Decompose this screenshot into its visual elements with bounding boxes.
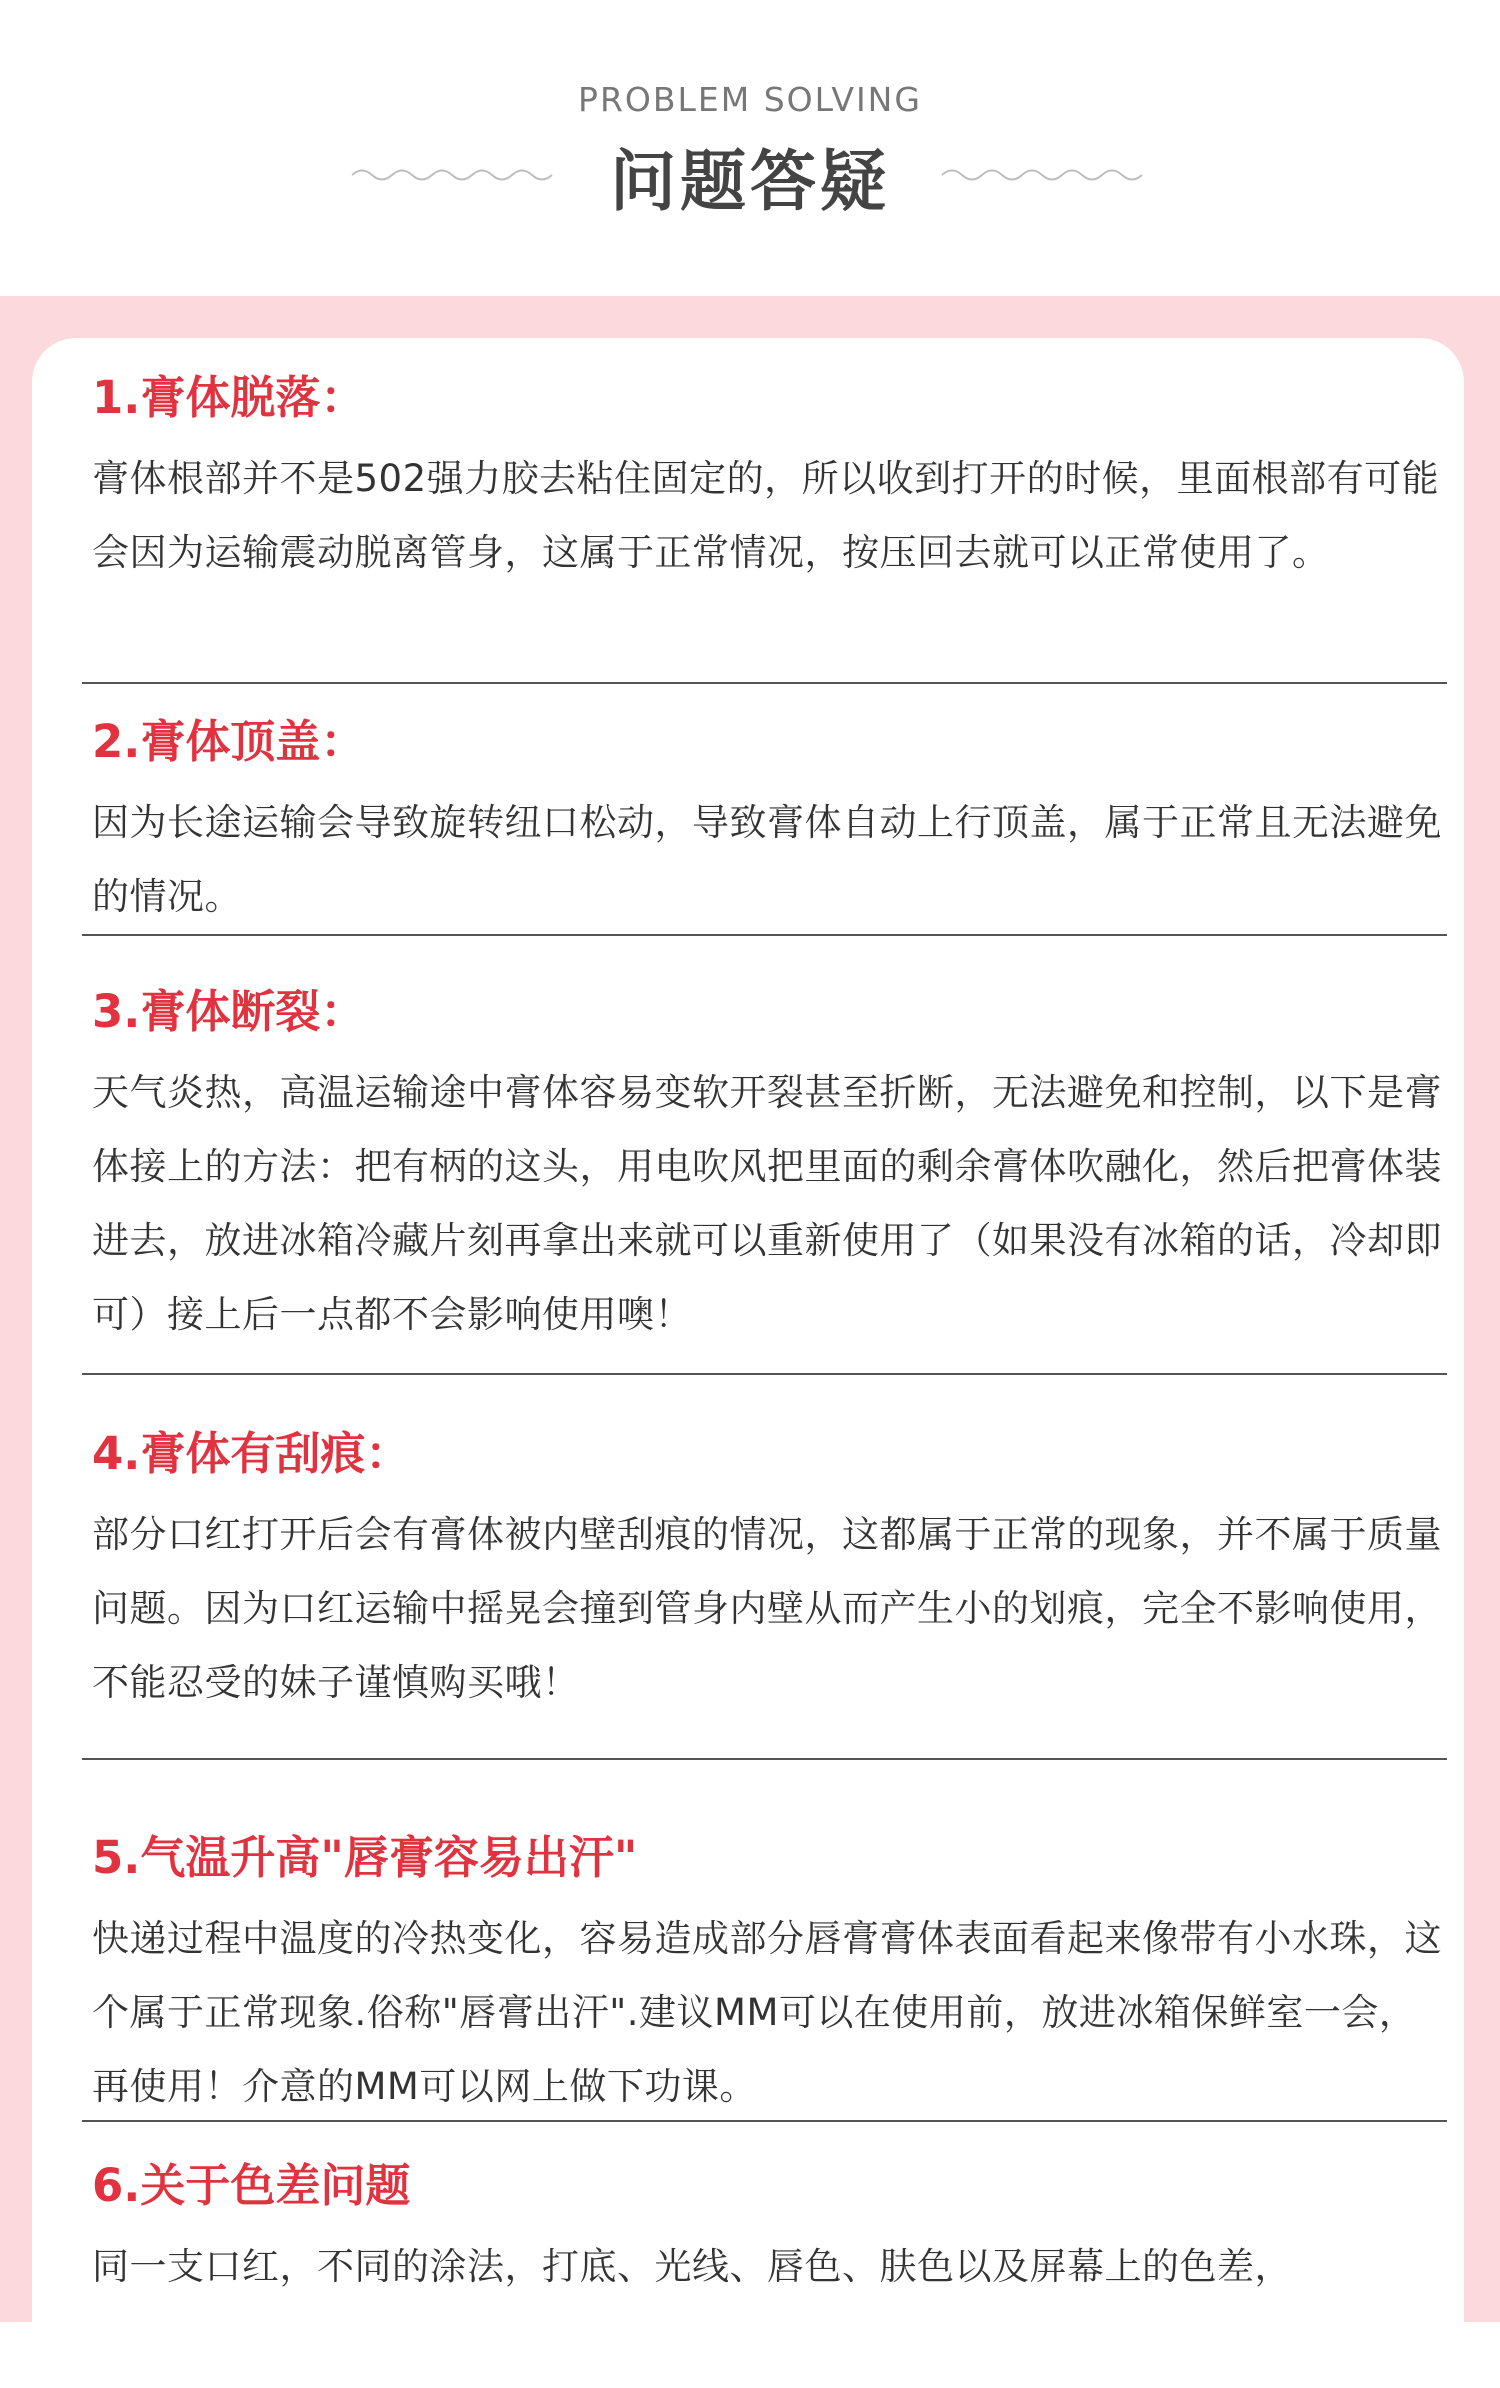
faq-question-1: 1.膏体脱落： [92, 371, 366, 424]
faq-answer-1: 膏体根部并不是502强力胶去粘住固定的，所以收到打开的时候，里面根部有可能会因为运输震动脱离管身，这属于正常情况，按压回去就可以正常使用了。 [92, 457, 1440, 574]
faq-answer-4: 部分口红打开后会有膏体被内壁刮痕的情况，这都属于正常的现象，并不属于质量问题。因为口红运输中摇晃会撞到管身内壁从而产生小的划痕，完全不影响使用，不能忍受的妹子谨慎购买哦！ [92, 1513, 1442, 1704]
faq-answer-3: 天气炎热，高温运输途中膏体容易变软开裂甚至折断，无法避免和控制，以下是膏体接上的方法：把有柄的这头，用电吹风把里面的剩余膏体吹融化，然后把膏体装进去，放进冰箱冷藏片刻再拿出来就可以重新使用了（如果没有冰箱的话，冷却即可）接上后一点都不会影响使用噢！ [92, 1071, 1442, 1336]
faq-item-6 [92, 2156, 1452, 2304]
faq-item-1 [92, 368, 1452, 590]
faq-question-3: 3.膏体断裂： [92, 985, 366, 1038]
faq-item-4 [92, 1424, 1452, 1720]
faq-answer-5: 快递过程中温度的冷热变化，容易造成部分唇膏膏体表面看起来像带有小水珠，这个属于正常现象.俗称"唇膏出汗".建议MM可以在使用前，放进冰箱保鲜室一会，再使用！介意的MM可以网上做下功课。 [92, 1917, 1442, 2108]
page-title: 问题答疑 [610, 142, 890, 220]
faq-question-4: 4.膏体有刮痕： [92, 1427, 411, 1480]
faq-answer-2: 因为长途运输会导致旋转纽口松动，导致膏体自动上行顶盖，属于正常且无法避免的情况。 [92, 801, 1442, 918]
faq-question-2: 2.膏体顶盖： [92, 715, 366, 768]
faq-answer-6: 同一支口红，不同的涂法，打底、光线、唇色、肤色以及屏幕上的色差， [92, 2245, 1292, 2288]
faq-question-5: 5.气温升高"唇膏容易出汗" [92, 1831, 638, 1884]
page-header [0, 0, 1500, 296]
faq-card [32, 338, 1464, 2388]
divider [82, 1373, 1447, 1375]
faq-item-3 [92, 982, 1452, 1352]
faq-item-2 [92, 712, 1452, 934]
faq-question-6: 6.关于色差问题 [92, 2159, 411, 2212]
left-wave-ornament-icon [350, 163, 560, 187]
divider [82, 682, 1447, 684]
divider [82, 1758, 1447, 1760]
faq-item-5 [92, 1828, 1452, 2124]
right-wave-ornament-icon [940, 163, 1150, 187]
divider [82, 934, 1447, 936]
header-subtitle: PROBLEM SOLVING [578, 80, 922, 119]
header-title-row [0, 130, 1500, 220]
divider [82, 2120, 1447, 2122]
